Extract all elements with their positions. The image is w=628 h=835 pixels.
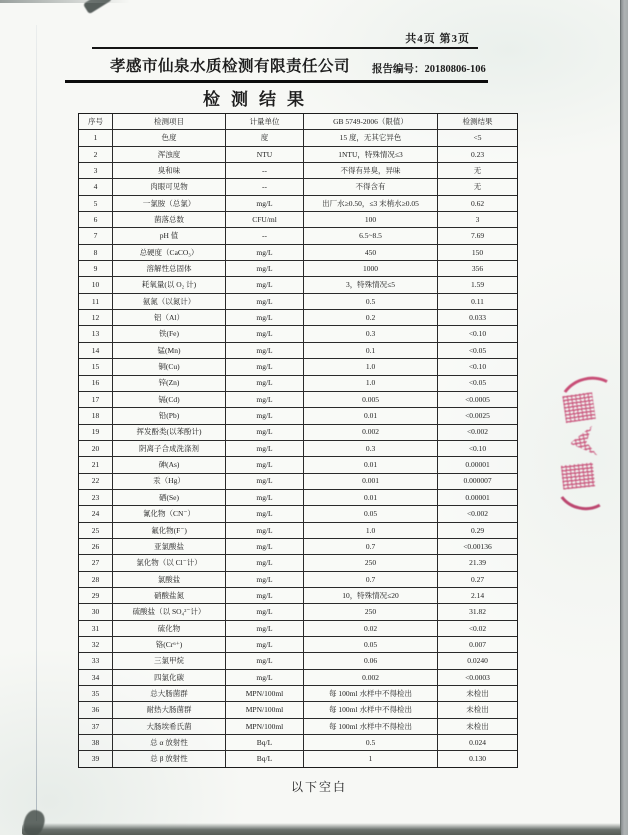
col-item: 氯化物（以 Cl⁻计） — [113, 555, 226, 570]
col-unit: mg/L — [226, 261, 304, 276]
col-result: 0.00001 — [465, 492, 490, 502]
table-row — [79, 196, 517, 212]
col-limit: 0.005 — [304, 392, 438, 407]
col-no: 7 — [79, 228, 113, 243]
header-col-unit: 计量单位 — [226, 114, 304, 129]
col-no: 5 — [79, 196, 113, 211]
col-limit: 0.002 — [304, 425, 438, 440]
scan-edge-top — [0, 0, 130, 3]
col-limit: 0.01 — [304, 408, 438, 423]
col-item: 铅(Pb) — [113, 408, 226, 423]
col-no: 34 — [79, 670, 113, 685]
header-rule-bottom — [65, 80, 488, 83]
table-row — [79, 212, 517, 228]
col-item: 溶解性总固体 — [113, 261, 226, 276]
col-unit: mg/L — [226, 539, 304, 554]
stamp-glyph-smudge — [565, 426, 598, 460]
col-limit: 0.01 — [304, 457, 438, 472]
col-result: <0.00136 — [463, 541, 492, 551]
table-row — [79, 343, 517, 359]
col-no: 26 — [79, 539, 113, 554]
col-result: 0.62 — [470, 198, 485, 208]
page-fold-line — [36, 25, 37, 821]
col-item: 四氯化碳 — [113, 670, 226, 685]
col-no: 31 — [79, 621, 113, 636]
col-item: 硫化物 — [113, 621, 226, 636]
col-no: 6 — [79, 212, 113, 227]
header-col-item: 检测项目 — [113, 114, 226, 129]
col-result: 3 — [475, 214, 480, 224]
col-limit: 0.02 — [304, 621, 438, 636]
end-of-content-note: 以下空白 — [291, 780, 348, 794]
col-limit: 0.3 — [304, 441, 438, 456]
partial-red-seal-stamp — [552, 372, 621, 510]
col-limit: 每 100ml 水样中不得检出 — [304, 686, 438, 701]
col-result: 0.23 — [470, 149, 485, 159]
report-number: 报告编号：20180806-106 — [372, 64, 486, 75]
col-no: 39 — [79, 751, 113, 766]
col-item: 铁(Fe) — [113, 326, 226, 341]
col-unit: Bq/L — [226, 751, 304, 766]
col-no: 24 — [79, 506, 113, 521]
col-item: 镉(Cd) — [113, 392, 226, 407]
col-result: 7.69 — [470, 231, 485, 241]
col-no: 30 — [79, 604, 113, 619]
col-no: 25 — [79, 523, 113, 538]
col-no: 17 — [79, 392, 113, 407]
table-row — [79, 670, 517, 686]
col-result: 0.130 — [469, 754, 486, 764]
col-item: 臭和味 — [113, 163, 226, 178]
col-limit: 1 — [304, 751, 438, 766]
col-limit: 出厂水≥0.50，≤3 末梢水≥0.05 — [304, 196, 438, 211]
table-row — [79, 277, 517, 293]
scan-edge-right — [620, 0, 628, 835]
col-item: 大肠埃希氏菌 — [113, 719, 226, 734]
col-unit: CFU/ml — [226, 212, 304, 227]
col-unit: -- — [226, 228, 304, 243]
col-unit: MPN/100ml — [226, 719, 304, 734]
results-table — [78, 113, 518, 768]
col-result: <0.02 — [468, 623, 487, 633]
col-limit: 1NTU，特殊情况≤3 — [304, 147, 438, 162]
col-no: 38 — [79, 735, 113, 750]
col-unit: mg/L — [226, 441, 304, 456]
col-unit: mg/L — [226, 326, 304, 341]
table-row — [79, 751, 517, 766]
table-row — [79, 604, 517, 620]
table-row — [79, 294, 517, 310]
col-result: <0.002 — [466, 509, 489, 519]
col-no: 36 — [79, 702, 113, 717]
col-unit: -- — [226, 179, 304, 194]
header-col-no: 序号 — [79, 114, 113, 129]
col-item: 浑浊度 — [113, 147, 226, 162]
col-no: 10 — [79, 277, 113, 292]
col-result: 0.0240 — [467, 656, 488, 666]
col-item: 硫酸盐（以 SO₄²⁻计） — [113, 604, 226, 619]
col-no: 22 — [79, 474, 113, 489]
col-no: 19 — [79, 425, 113, 440]
col-result: 31.82 — [469, 607, 486, 617]
col-item: 铝（Al） — [113, 310, 226, 325]
col-result: 0.024 — [469, 737, 486, 747]
col-limit: 0.5 — [304, 294, 438, 309]
table-row — [79, 130, 517, 146]
col-limit: 0.7 — [304, 539, 438, 554]
col-item: 铬(Cr⁶⁺) — [113, 637, 226, 652]
table-row — [79, 441, 517, 457]
col-result: 356 — [471, 264, 484, 274]
col-item: 耗氧量(以 O₂ 计) — [113, 277, 226, 292]
col-no: 8 — [79, 245, 113, 260]
table-row — [79, 686, 517, 702]
col-limit: 0.1 — [304, 343, 438, 358]
table-header-row — [79, 114, 517, 130]
col-item: 砷(As) — [113, 457, 226, 472]
table-row — [79, 523, 517, 539]
col-item: 硝酸盐氮 — [113, 588, 226, 603]
table-row — [79, 163, 517, 179]
col-item: 氨氮（以氮计） — [113, 294, 226, 309]
col-result: 0.007 — [469, 639, 486, 649]
col-result: 0.033 — [469, 313, 486, 323]
col-result: 0.11 — [471, 296, 484, 306]
col-unit: mg/L — [226, 457, 304, 472]
col-result: <0.05 — [468, 345, 487, 355]
col-unit: -- — [226, 163, 304, 178]
col-unit: mg/L — [226, 196, 304, 211]
col-item: 亚氯酸盐 — [113, 539, 226, 554]
col-unit: mg/L — [226, 408, 304, 423]
col-limit: 1.0 — [304, 359, 438, 374]
col-limit: 100 — [304, 212, 438, 227]
table-row — [79, 376, 517, 392]
header-col-result: 检测结果 — [462, 116, 493, 126]
col-result: <0.0005 — [465, 394, 490, 404]
col-unit: mg/L — [226, 294, 304, 309]
col-result: 0.27 — [470, 574, 485, 584]
col-limit: 0.01 — [304, 490, 438, 505]
table-row — [79, 539, 517, 555]
col-result: <0.05 — [468, 378, 487, 388]
col-no: 11 — [79, 294, 113, 309]
col-result: 未检出 — [466, 705, 489, 715]
col-unit: mg/L — [226, 588, 304, 603]
col-item: 总硬度（CaCO₃） — [113, 245, 226, 260]
col-result: <5 — [473, 133, 482, 143]
col-limit: 0.2 — [304, 310, 438, 325]
col-item: 氯酸盐 — [113, 572, 226, 587]
scan-edge-bottom — [22, 823, 621, 835]
col-unit: mg/L — [226, 523, 304, 538]
col-unit: mg/L — [226, 359, 304, 374]
col-limit: 1.0 — [304, 523, 438, 538]
col-limit: 450 — [304, 245, 438, 260]
col-no: 2 — [79, 147, 113, 162]
stamp-glyph-smudge — [562, 392, 595, 423]
col-limit: 1000 — [304, 261, 438, 276]
col-no: 18 — [79, 408, 113, 423]
table-row — [79, 147, 517, 163]
table-row — [79, 261, 517, 277]
table-row — [79, 653, 517, 669]
table-row — [79, 326, 517, 342]
col-limit: 6.5~8.5 — [304, 228, 438, 243]
col-no: 1 — [79, 130, 113, 145]
col-limit: 10，特殊情况≤20 — [304, 588, 438, 603]
col-item: 一氯胺（总氯） — [113, 196, 226, 211]
col-no: 35 — [79, 686, 113, 701]
col-unit: mg/L — [226, 245, 304, 260]
col-limit: 每 100ml 水样中不得检出 — [304, 702, 438, 717]
col-limit: 250 — [304, 555, 438, 570]
header-col-limit: GB 5749-2006（限值） — [304, 114, 438, 129]
col-limit: 0.05 — [304, 506, 438, 521]
col-no: 12 — [79, 310, 113, 325]
col-result: 未检出 — [466, 688, 489, 698]
col-item: 总 α 放射性 — [113, 735, 226, 750]
col-unit: mg/L — [226, 670, 304, 685]
col-limit: 每 100ml 水样中不得检出 — [304, 719, 438, 734]
col-item: pH 值 — [113, 228, 226, 243]
col-unit: mg/L — [226, 637, 304, 652]
col-item: 色度 — [113, 130, 226, 145]
col-no: 28 — [79, 572, 113, 587]
col-result: <0.10 — [468, 329, 487, 339]
col-unit: mg/L — [226, 490, 304, 505]
col-limit: 0.5 — [304, 735, 438, 750]
col-result: 0.29 — [470, 525, 485, 535]
col-item: 总大肠菌群 — [113, 686, 226, 701]
col-unit: MPN/100ml — [226, 686, 304, 701]
col-limit: 0.002 — [304, 670, 438, 685]
col-no: 20 — [79, 441, 113, 456]
col-no: 15 — [79, 359, 113, 374]
col-item: 耐热大肠菌群 — [113, 702, 226, 717]
col-item: 阴离子合成洗涤剂 — [113, 441, 226, 456]
col-result: <0.0025 — [465, 411, 490, 421]
col-unit: mg/L — [226, 653, 304, 668]
col-result: 0.00001 — [465, 460, 490, 470]
col-item: 挥发酚类(以苯酚计) — [113, 425, 226, 440]
col-unit: mg/L — [226, 343, 304, 358]
col-unit: mg/L — [226, 310, 304, 325]
table-row — [79, 555, 517, 571]
col-result: 1.59 — [470, 280, 485, 290]
col-no: 21 — [79, 457, 113, 472]
col-unit: 度 — [226, 130, 304, 145]
col-result: <0.10 — [468, 362, 487, 372]
col-limit: 0.7 — [304, 572, 438, 587]
col-result: 无 — [473, 165, 482, 175]
table-row — [79, 572, 517, 588]
col-result: 21.39 — [469, 558, 486, 568]
col-item: 肉眼可见物 — [113, 179, 226, 194]
col-unit: mg/L — [226, 506, 304, 521]
col-limit: 15 度，无其它异色 — [304, 130, 438, 145]
col-limit: 3，特殊情况≤5 — [304, 277, 438, 292]
col-result: 无 — [473, 182, 482, 192]
col-unit: MPN/100ml — [226, 702, 304, 717]
col-item: 锌(Zn) — [113, 376, 226, 391]
col-no: 16 — [79, 376, 113, 391]
col-item: 总 β 放射性 — [113, 751, 226, 766]
table-row — [79, 474, 517, 490]
col-unit: mg/L — [226, 604, 304, 619]
table-row — [79, 490, 517, 506]
table-row — [79, 359, 517, 375]
col-unit: mg/L — [226, 555, 304, 570]
col-unit: mg/L — [226, 621, 304, 636]
table-row — [79, 702, 517, 718]
col-item: 汞（Hg） — [113, 474, 226, 489]
col-limit: 0.06 — [304, 653, 438, 668]
col-no: 13 — [79, 326, 113, 341]
col-limit: 0.3 — [304, 326, 438, 341]
table-row — [79, 310, 517, 326]
table-row — [79, 392, 517, 408]
table-row — [79, 245, 517, 261]
table-row — [79, 408, 517, 424]
col-limit: 250 — [304, 604, 438, 619]
table-row — [79, 588, 517, 604]
col-no: 29 — [79, 588, 113, 603]
col-no: 14 — [79, 343, 113, 358]
col-item: 菌落总数 — [113, 212, 226, 227]
page-title: 检测结果 — [203, 90, 315, 109]
col-result: 150 — [471, 247, 484, 257]
col-no: 33 — [79, 653, 113, 668]
col-unit: mg/L — [226, 474, 304, 489]
table-row — [79, 179, 517, 195]
col-no: 23 — [79, 490, 113, 505]
col-result: 2.14 — [470, 590, 485, 600]
table-row — [79, 506, 517, 522]
col-item: 氰化物（CN⁻） — [113, 506, 226, 521]
col-no: 4 — [79, 179, 113, 194]
col-limit: 0.001 — [304, 474, 438, 489]
table-row — [79, 621, 517, 637]
col-result: <0.002 — [466, 427, 489, 437]
col-no: 9 — [79, 261, 113, 276]
page-count: 共4页 第3页 — [405, 33, 470, 45]
col-limit: 0.05 — [304, 637, 438, 652]
table-row — [79, 735, 517, 751]
col-item: 三氯甲烷 — [113, 653, 226, 668]
table-row — [79, 228, 517, 244]
col-unit: mg/L — [226, 392, 304, 407]
col-result: 0.000007 — [463, 476, 492, 486]
col-no: 37 — [79, 719, 113, 734]
col-limit: 不得含有 — [304, 179, 438, 194]
col-item: 铜(Cu) — [113, 359, 226, 374]
col-no: 27 — [79, 555, 113, 570]
table-row — [79, 637, 517, 653]
header-rule-top — [92, 47, 478, 49]
table-row — [79, 719, 517, 735]
col-unit: mg/L — [226, 572, 304, 587]
col-item: 硒(Se) — [113, 490, 226, 505]
company-name: 孝感市仙泉水质检测有限责任公司 — [110, 58, 351, 75]
col-result: <0.0003 — [465, 672, 490, 682]
col-result: 未检出 — [466, 721, 489, 731]
col-unit: mg/L — [226, 277, 304, 292]
col-limit: 不得有异臭，异味 — [304, 163, 438, 178]
table-row — [79, 425, 517, 441]
col-result: <0.10 — [468, 443, 487, 453]
col-item: 锰(Mn) — [113, 343, 226, 358]
col-unit: mg/L — [226, 376, 304, 391]
col-unit: Bq/L — [226, 735, 304, 750]
col-no: 3 — [79, 163, 113, 178]
col-unit: NTU — [226, 147, 304, 162]
table-row — [79, 457, 517, 473]
col-no: 32 — [79, 637, 113, 652]
col-item: 氟化物(F⁻) — [113, 523, 226, 538]
col-limit: 1.0 — [304, 376, 438, 391]
col-unit: mg/L — [226, 425, 304, 440]
